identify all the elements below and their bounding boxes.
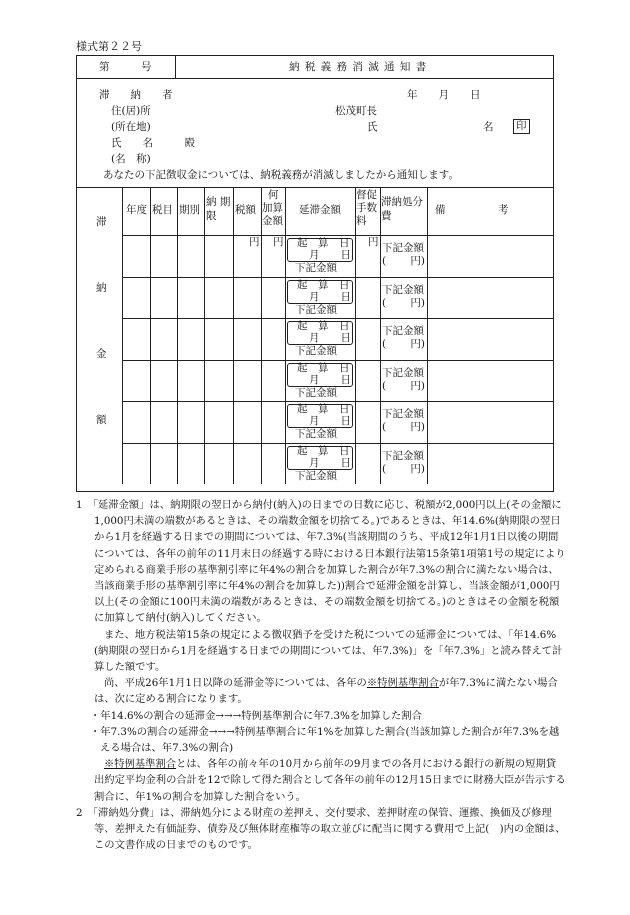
disposition-yen-label: ( 円) [382, 462, 426, 475]
mayor-surname-label: 氏 [367, 121, 378, 133]
note-1-paragraph-2: また、地方税法第15条の規定による徴収猶予を受けた税についての延滞金については、「年14.6%(納期限の翌日から1月を経過する日までの期間については、年7.3%)」を「年7.3%」と読み替えて計算した額です。 [94, 628, 563, 674]
disposition-yen-label: ( 円) [382, 338, 426, 350]
seal-mark: 印 [513, 119, 530, 134]
col-header-disposition-cost: 滞納処分 [381, 196, 423, 208]
notes [76, 497, 566, 853]
rule [261, 187, 262, 484]
note-1-paragraph-4: ※特例基準割合とは、各年の前々年の10月から前年の9月までの各月における銀行の新規の短期貸出約定平均金利の合計を12で除して得た割合として各年の前年の12月15日までに財務大臣が告示する割合に、年1%の割合を加算した割合をいう。 [94, 758, 566, 803]
note-1-text: 1 「延滞金額」は、納期限の翌日から納付(納入)の日までの日数に応じ、税額が2,000円以上(その金額に1,000円未満の端数があるときは、その端数金額を切捨てる。)であるときは、年14.6%(納期限の翌日から1月を経過する日までの期間については、年7.3%(当該期間のうち、平成12年1月1日以後の期間については、各年の前年の11月末日の経過する時における日本銀行法第15条第1項第1号の規定により定められる商業手形の基準割引率に年4%の割合を加算した割合が年7.3%の割合に満たない場合は、当該商業手形の基準割引率に年4%の割合を加算した))割合で延滞金額を計算し、当該金額が1,000円以上(その金額に100円未満の端数があるときは、その端数金額を切捨てる。)のときはその金額を税額に加算して納付(納入)してください。 [76, 499, 566, 625]
late-fee-start-date-label: 起 算 日 [297, 320, 350, 332]
note-2-text: 2 「滞納処分費」は、滞納処分による財産の差押え、交付要求、差押財産の保管、運搬、換価及び修理等、差押えた有価証券、債券及び無体財産権等の取立並びに配当に関する費用で上記( )内の金額は、この文書作成の日までのものです。 [76, 806, 566, 852]
yen-mark: 円 [273, 236, 284, 248]
col-header-period: 期別 [179, 204, 200, 216]
notice-number-label: 第 号 [99, 61, 152, 73]
delinquent-taxpayer-label: 滞 納 者 [99, 89, 173, 101]
late-fee-start-date-label: 起 算 日 [297, 403, 350, 415]
late-fee-start-date-label: 起 算 日 [297, 278, 350, 291]
rule [122, 401, 553, 402]
late-fee-month-day-label: 月 日 [309, 373, 351, 386]
late-fee-month-day-label: 月 日 [309, 415, 351, 427]
mayor-label: 松茂町長 [335, 105, 377, 117]
col-header-surcharge-3: 金額 [262, 215, 283, 227]
col-header-tax-amount: 税額 [235, 204, 256, 216]
rule [77, 187, 553, 188]
col-header-due-date-2: 限 [206, 210, 217, 222]
rule [427, 187, 428, 484]
rule [204, 187, 205, 484]
late-fee-month-day-label: 月 日 [309, 332, 351, 344]
col-header-remarks: 備 考 [435, 204, 509, 216]
late-fee-month-day-label: 月 日 [309, 249, 351, 261]
rule [122, 318, 553, 319]
note-bullet-1: ・年14.6%の割合の延滞金→→→特例基準割合に年7.3%を加算した割合 [90, 709, 422, 722]
late-fee-start-date-label: 起 算 日 [297, 444, 350, 457]
corporate-name-label: (名 称) [111, 153, 151, 165]
disposition-yen-label: ( 円) [382, 255, 426, 267]
rule [233, 187, 234, 484]
late-fee-amount-label: 下記金額 [295, 262, 337, 274]
rule [122, 235, 553, 236]
disposition-amount-label: 下記金額 [382, 408, 424, 420]
disposition-amount-label: 下記金額 [382, 242, 424, 254]
mayor-name-label: 名 [483, 121, 494, 133]
late-fee-month-day-label: 月 日 [309, 290, 351, 303]
disposition-amount-label: 下記金額 [382, 283, 424, 296]
location-label: (所在地) [111, 121, 151, 133]
late-fee-amount-label: 下記金額 [295, 428, 337, 440]
rule [122, 187, 123, 484]
rule [150, 187, 151, 484]
disposition-yen-label: ( 円) [382, 296, 426, 309]
rule [285, 187, 286, 484]
disposition-amount-label: 下記金額 [382, 449, 424, 462]
late-fee-amount-label: 下記金額 [295, 386, 337, 399]
col-header-disposition-cost-2: 費 [381, 210, 392, 222]
left-label-char: 滞 [96, 216, 107, 228]
rule [177, 187, 178, 484]
date-field: 年 月 日 [407, 89, 481, 101]
disposition-amount-label: 下記金額 [382, 325, 424, 337]
rule [122, 443, 553, 444]
rule [122, 360, 553, 361]
rule [122, 277, 553, 278]
col-header-tax-item: 税目 [152, 204, 173, 216]
note-1-paragraph-3: 尚、平成26年1月1日以降の延滞金等については、各年の※特例基準割合が年7.3%に満たない場合は、次に定める割合になります。 [94, 677, 558, 706]
notice-form [76, 55, 554, 492]
col-header-surcharge-2: 加算 [262, 202, 283, 214]
disposition-yen-label: ( 円) [382, 379, 426, 392]
document-title: 納 税 義 務 消 滅 通 知 書 [289, 61, 428, 73]
rule [175, 56, 176, 78]
col-header-demand-fee: 督促 [356, 189, 377, 201]
yen-mark: 円 [249, 236, 260, 248]
col-header-year: 年度 [126, 204, 147, 216]
disposition-yen-label: ( 円) [382, 421, 426, 433]
disposition-amount-label: 下記金額 [382, 366, 424, 379]
col-header-surcharge: 何 [268, 189, 279, 201]
rule [355, 187, 356, 484]
col-header-demand-fee-3: 料 [356, 215, 367, 227]
name-label: 氏 名 殿 [111, 137, 195, 149]
late-fee-amount-label: 下記金額 [295, 469, 337, 482]
notice-sentence: あなたの下記徴収金については、納税義務が消滅しましたから通知します。 [103, 169, 459, 181]
left-label-char: 納 [96, 282, 107, 294]
late-fee-amount-label: 下記金額 [295, 303, 337, 316]
left-label-char: 額 [96, 414, 107, 426]
address-label: 住(居)所 [111, 105, 151, 117]
col-header-demand-fee-2: 手数 [356, 202, 377, 214]
rule [77, 78, 553, 79]
form-number: 様式第２２号 [76, 40, 142, 53]
rule [380, 187, 381, 484]
col-header-due-date: 納 期 [206, 196, 231, 208]
late-fee-start-date-label: 起 算 日 [297, 361, 350, 374]
note-bullet-2: ・年7.3%の割合の延滞金→→→特例基準割合に年1%を加算した割合(当該加算した割合が年7.3%を越える場合は、年7.3%の割合) [90, 725, 560, 755]
col-header-late-fee: 延滞金額 [299, 204, 341, 216]
late-fee-start-date-label: 起 算 日 [297, 237, 350, 249]
left-label-char: 金 [96, 348, 107, 360]
yen-mark: 円 [368, 236, 379, 248]
late-fee-amount-label: 下記金額 [295, 345, 337, 357]
late-fee-month-day-label: 月 日 [309, 456, 351, 469]
